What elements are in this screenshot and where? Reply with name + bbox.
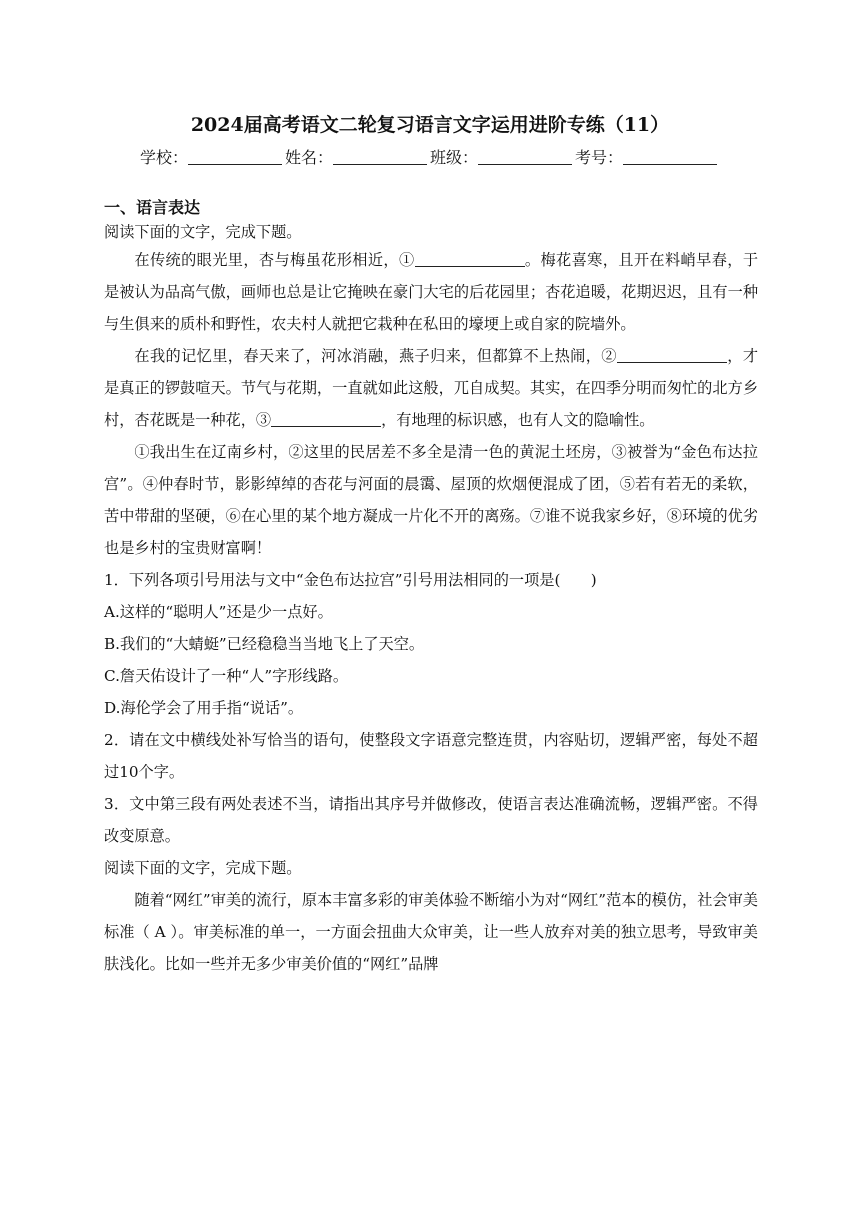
student-info-row (0, 146, 860, 170)
p1-text-a: 在传统的眼光里，杏与梅虽花形相近，① (134, 251, 415, 269)
question-3: 3．文中第三段有两处表述不当，请指出其序号并做修改，使语言表达准确流畅，逻辑严密。不得改变原意。 (104, 795, 758, 845)
school-label: 学校： (139, 148, 188, 167)
class-blank[interactable] (478, 148, 572, 165)
instruction-2: 阅读下面的文字，完成下题。 (104, 859, 302, 877)
p1-text-b: 。梅花喜寒，且开在料峭早春，于是被认为品高气傲，画师也总是让它掩映在豪门大宅的后花园里；杏花追暖，花期迟迟，且有一种与生俱来的质朴和野性，农夫村人就把它栽种在私田的壕埂上或自家的院墙外。 (104, 251, 759, 333)
option-c: C.詹天佑设计了一种“人”字形线路。 (104, 667, 349, 685)
number-blank[interactable] (623, 148, 717, 165)
section-heading: 一、语言表达 (104, 198, 201, 217)
option-a: A.这样的“聪明人”还是少一点好。 (104, 603, 333, 621)
option-d: D.海伦学会了用手指“说话”。 (104, 699, 304, 717)
blank-3[interactable] (271, 410, 381, 427)
instruction-1: 阅读下面的文字，完成下题。 (104, 223, 302, 241)
school-blank[interactable] (188, 148, 282, 165)
p2-text-a: 在我的记忆里，春天来了，河冰消融，燕子归来，但都算不上热闹，② (134, 347, 617, 365)
blank-2[interactable] (617, 346, 727, 363)
passage-paragraph-1 (104, 244, 758, 340)
passage-paragraph-3: ①我出生在辽南乡村，②这里的民居差不多全是清一色的黄泥土坯房，③被誉为“金色布达拉宫”。④仲春时节，影影绰绰的杏花与河面的晨霭、屋顶的炊烟便混成了团，⑤若有若无的柔软，苦中带甜的坚硬，⑥在心里的某个地方凝成一片化不开的离殇。⑦谁不说我家乡好，⑧环境的优劣也是乡村的宝贵财富啊！ (104, 443, 758, 557)
p2-text-b: ，才是真正的锣鼓喧天。节气与花期，一直就如此这般，兀自成契。其实，在四季分明而匆忙的北方乡村，杏花既是一种花，③ (104, 347, 759, 429)
question-2: 2．请在文中横线处补写恰当的语句，使整段文字语意完整连贯，内容贴切，逻辑严密，每处不超过10个字。 (104, 731, 758, 781)
p2-text-c: ，有地理的标识感，也有人文的隐喻性。 (381, 411, 655, 429)
page-title: 2024届高考语文二轮复习语言文字运用进阶专练（11） (190, 114, 670, 136)
name-blank[interactable] (333, 148, 427, 165)
option-b: B.我们的“大蜻蜓”已经稳稳当当地飞上了天空。 (104, 635, 425, 653)
passage-paragraph-2 (104, 340, 758, 436)
name-label: 姓名： (284, 148, 333, 167)
passage-paragraph-4: 随着“网红”审美的流行，原本丰富多彩的审美体验不断缩小为对“网红”范本的模仿，社会审美标准（ A ）。审美标准的单一，一方面会扭曲大众审美，让一些人放弃对美的独立思考，导致审美肤浅化。比如一些并无多少审美价值的“网红”品牌 (104, 891, 758, 973)
number-label: 考号： (575, 148, 624, 167)
blank-1[interactable] (415, 250, 525, 267)
question-1: 1．下列各项引号用法与文中“金色布达拉宫”引号用法相同的一项是( ) (104, 571, 597, 589)
main-content (104, 196, 758, 980)
class-label: 班级： (430, 148, 479, 167)
